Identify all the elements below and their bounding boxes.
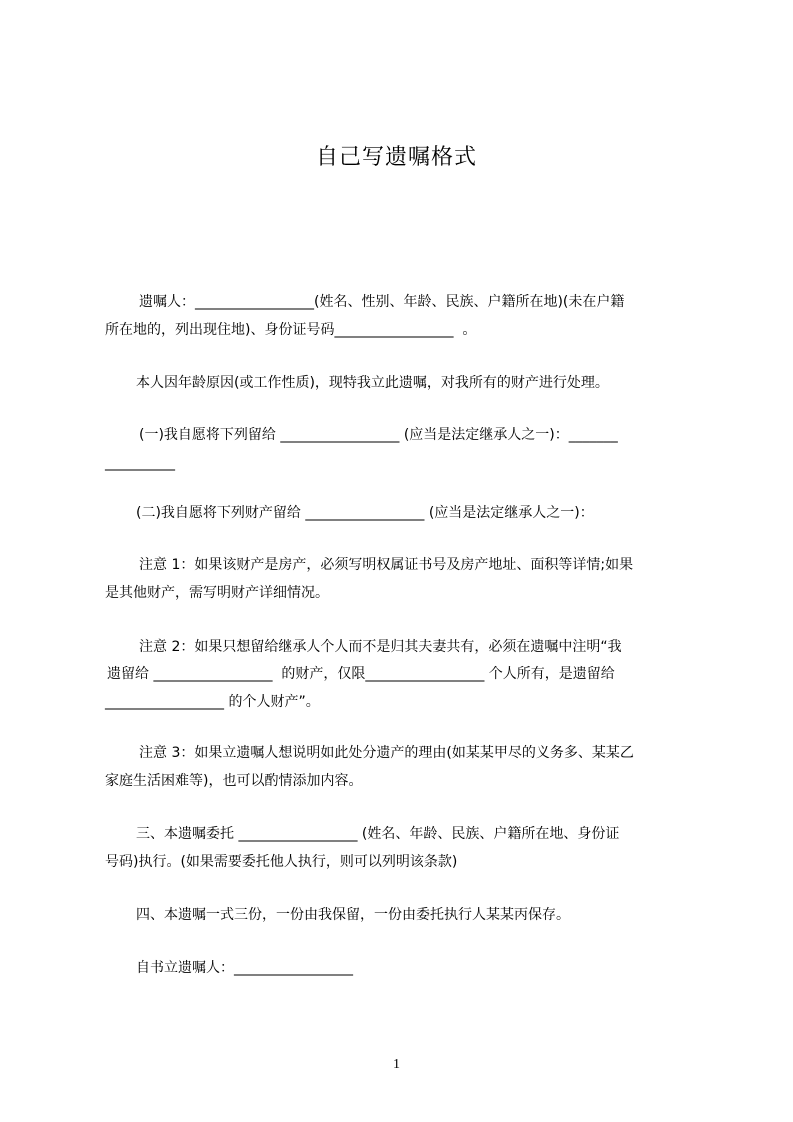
note-two-line-1 <box>139 633 701 662</box>
note-three-line-1 <box>139 739 701 768</box>
note-three-text-2: 家庭生活困难等)，也可以酌情添加内容。 <box>105 773 363 789</box>
note-two-line-2 <box>107 660 703 689</box>
copies-paragraph <box>136 901 732 930</box>
executor-text-2: 号码)执行。(如果需要委托他人执行，则可以列明该条款) <box>105 854 458 870</box>
declaration-text: 本人因年龄原因(或工作性质)，现特我立此遗嘱，对我所有的财产进行处理。 <box>136 375 609 391</box>
bequest-two-paragraph <box>136 499 732 528</box>
signature-line <box>136 954 732 983</box>
executor-line-2 <box>105 848 701 877</box>
note-two-text-2: 遗留给 _________________ 的财产，仅限_________________ 个人所有，是遗留给 <box>107 666 615 682</box>
note-one-text-1: 注意 1：如果该财产是房产，必须写明权属证书号及房产地址、面积等详情;如果 <box>139 557 634 573</box>
bequest-two-text: (二)我自愿将下列财产留给 _________________ (应当是法定继承人之一)： <box>136 505 594 521</box>
note-two-text-1: 注意 2：如果只想留给继承人个人而不是归其夫妻共有，必须在遗嘱中注明“我 <box>139 639 622 655</box>
note-one-line-1 <box>139 551 701 580</box>
bequest-one-line-2 <box>105 449 701 478</box>
testator-info-text-1: 遗嘱人：_________________(姓名、性别、年龄、民族、户籍所在地)(未在户籍 <box>139 294 625 310</box>
testator-info-line-1 <box>139 288 701 317</box>
note-three-line-2 <box>105 767 701 796</box>
bequest-one-text-1: (一)我自愿将下列留给 _________________ (应当是法定继承人之一)：_______ <box>139 427 618 443</box>
document-title: 自己写遗嘱格式 <box>315 145 477 170</box>
note-one-line-2 <box>105 579 701 608</box>
testator-info-text-2: 所在地的，列出现住地)、身份证号码_________________ 。 <box>105 322 477 338</box>
copies-text: 四、本遗嘱一式三份，一份由我保留，一份由委托执行人某某丙保存。 <box>136 907 570 923</box>
page-number: 1 <box>393 1057 400 1072</box>
executor-line-1 <box>136 820 701 849</box>
note-one-text-2: 是其他财产，需写明财产详细情况。 <box>105 585 329 601</box>
bequest-one-text-2: __________ <box>105 455 175 471</box>
bequest-one-line-1 <box>139 421 701 450</box>
executor-text-1: 三、本遗嘱委托 _________________ (姓名、年龄、民族、户籍所在地、身份证 <box>136 826 620 842</box>
declaration-paragraph <box>136 369 732 398</box>
note-three-text-1: 注意 3：如果立遗嘱人想说明如此处分遗产的理由(如某某甲尽的义务多、某某乙 <box>139 745 634 761</box>
note-two-line-3 <box>105 688 701 717</box>
signature-text: 自书立遗嘱人：_________________ <box>136 960 353 976</box>
note-two-text-3: _________________ 的个人财产”。 <box>105 694 320 710</box>
testator-info-line-2 <box>105 316 701 345</box>
